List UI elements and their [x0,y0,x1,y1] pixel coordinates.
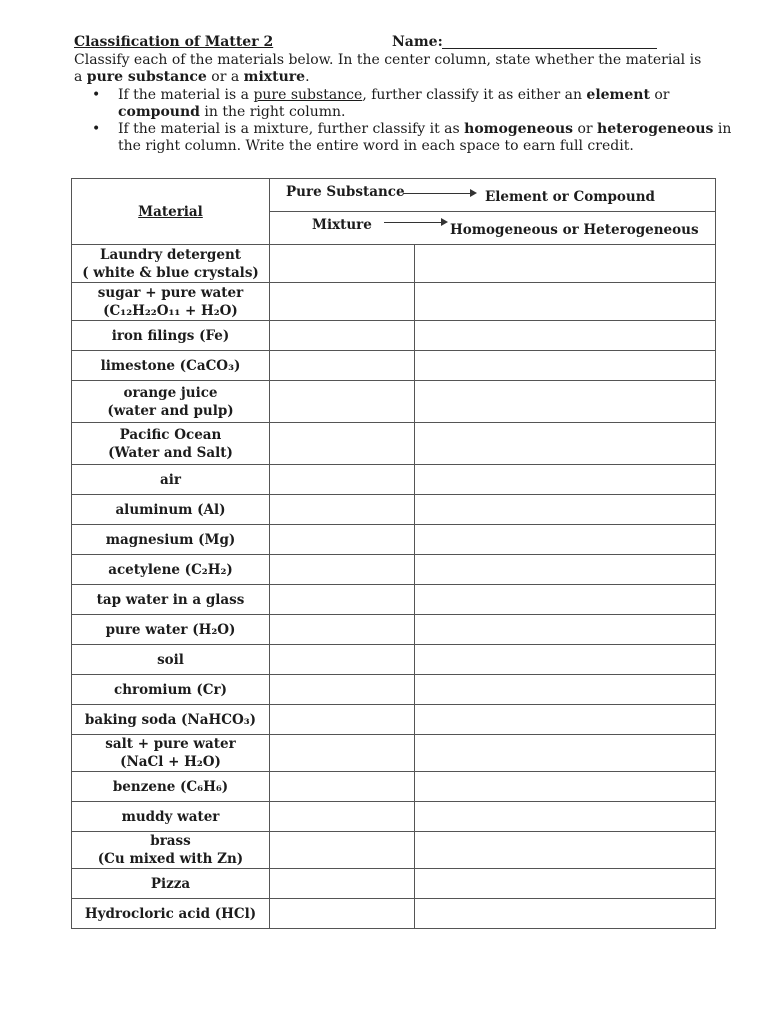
material-name [72,615,270,645]
material-line: sugar + pure water [97,284,244,301]
table-row [72,321,716,351]
classification-answer[interactable] [415,495,716,525]
material-name [72,465,270,495]
material-line: aluminum (Al) [115,501,226,518]
material-line: brass [150,833,191,849]
classification-answer[interactable] [415,525,716,555]
material-line: acetylene (C₂H₂) [108,561,233,578]
material-line: Pacific Ocean [119,426,222,443]
material-line: Pizza [150,875,191,892]
pure-or-mixture-answer[interactable] [270,381,415,423]
table-row [72,585,716,615]
table-row [72,351,716,381]
pure-or-mixture-answer[interactable] [270,495,415,525]
material-line: limestone (CaCO₃) [100,357,241,374]
classification-answer[interactable] [415,381,716,423]
material-name [72,525,270,555]
material-name [72,245,270,283]
name-label: Name: [392,34,443,50]
classification-answer[interactable] [415,585,716,615]
worksheet-title: Classification of Matter 2 [74,34,274,50]
pure-or-mixture-answer[interactable] [270,772,415,802]
material-name [72,645,270,675]
instructions-bold-pure: pure substance [86,69,207,85]
title-row [74,34,738,51]
material-name [72,832,270,869]
classification-answer[interactable] [415,555,716,585]
pure-or-mixture-answer[interactable] [270,585,415,615]
material-name [72,351,270,381]
pure-or-mixture-answer[interactable] [270,735,415,772]
arrow-right-icon [403,193,471,194]
table-row [72,525,716,555]
bullet-bold-element: element [586,87,650,103]
pure-substance-header [270,179,716,212]
table-row [72,802,716,832]
classification-answer[interactable] [415,802,716,832]
material-line: baking soda (NaHCO₃) [84,711,257,728]
instruction-bullets [74,87,738,155]
mixture-label: Mixture [312,217,372,233]
table-row [72,381,716,423]
material-header [72,179,270,245]
material-line: (water and pulp) [107,402,234,419]
classification-answer[interactable] [415,675,716,705]
bullet-text: , further classify it as either an [362,87,587,103]
classification-table [71,178,716,929]
table-row [72,832,716,869]
classification-answer[interactable] [415,772,716,802]
table-row [72,772,716,802]
material-line: (Water and Salt) [108,444,233,461]
pure-or-mixture-answer[interactable] [270,423,415,465]
pure-or-mixture-answer[interactable] [270,465,415,495]
instructions-text: . [305,69,310,85]
classification-answer[interactable] [415,832,716,869]
material-name [72,705,270,735]
material-name [72,772,270,802]
material-line: magnesium (Mg) [105,531,236,548]
classification-answer[interactable] [415,351,716,381]
pure-or-mixture-answer[interactable] [270,675,415,705]
bullet-underlined: pure substance [253,87,363,103]
material-line: pure water (H₂O) [105,621,236,638]
material-header-label: Material [138,203,203,220]
table-row [72,735,716,772]
classification-answer[interactable] [415,321,716,351]
table-row [72,555,716,585]
instructions [74,52,738,86]
element-or-compound-label: Element or Compound [485,189,655,205]
classification-answer[interactable] [415,705,716,735]
table-row [72,869,716,899]
pure-or-mixture-answer[interactable] [270,351,415,381]
classification-answer[interactable] [415,615,716,645]
pure-or-mixture-answer[interactable] [270,899,415,929]
pure-or-mixture-answer[interactable] [270,555,415,585]
table-row [72,645,716,675]
material-name [72,869,270,899]
pure-or-mixture-answer[interactable] [270,615,415,645]
material-line: tap water in a glass [96,591,245,608]
pure-or-mixture-answer[interactable] [270,283,415,321]
pure-or-mixture-answer[interactable] [270,645,415,675]
arrowhead-icon [441,218,448,226]
pure-or-mixture-answer[interactable] [270,321,415,351]
bullet-text: or [573,121,598,137]
classification-answer[interactable] [415,645,716,675]
material-name [72,675,270,705]
material-name [72,735,270,772]
material-name [72,899,270,929]
bullet-pure-substance [118,87,738,121]
table-row [72,465,716,495]
table-row [72,283,716,321]
table-row [72,705,716,735]
bullet-text: If the material is a [118,87,254,103]
table-row [72,245,716,283]
material-line: (Cu mixed with Zn) [97,851,244,867]
classification-answer[interactable] [415,283,716,321]
bullet-bold-homogeneous: homogeneous [464,121,574,137]
material-line: muddy water [121,808,220,825]
material-name [72,555,270,585]
bullet-text: in the right column. [199,104,346,120]
material-line: (NaCl + H₂O) [120,754,221,770]
material-line: salt + pure water [105,736,236,752]
arrow-right-icon [384,222,442,223]
classification-answer[interactable] [415,869,716,899]
classification-answer[interactable] [415,735,716,772]
instructions-text: or a [206,69,244,85]
material-line: ( white & blue crystals) [82,264,259,281]
table-row [72,899,716,929]
material-name [72,585,270,615]
pure-substance-label: Pure Substance [286,184,405,200]
material-name [72,423,270,465]
pure-or-mixture-answer[interactable] [270,245,415,283]
material-line: Laundry detergent [99,246,241,263]
mixture-header [270,212,716,245]
table-row [72,495,716,525]
material-line: chromium (Cr) [114,681,227,698]
table-row [72,423,716,465]
material-line: air [160,471,181,488]
material-name [72,283,270,321]
classification-answer[interactable] [415,899,716,929]
bullet-bold-heterogeneous: heterogeneous [597,121,714,137]
bullet-bold-compound: compound [118,104,200,120]
material-line: orange juice [123,384,218,401]
homo-or-hetero-label: Homogeneous or Heterogeneous [450,222,699,238]
material-name [72,802,270,832]
material-line: (C₁₂H₂₂O₁₁ + H₂O) [103,302,238,319]
classification-answer[interactable] [415,245,716,283]
material-name [72,381,270,423]
name-field[interactable] [442,48,657,49]
pure-or-mixture-answer[interactable] [270,869,415,899]
bullet-mixture [118,121,738,155]
material-name [72,495,270,525]
bullet-text: or [649,87,670,103]
bullet-text: in the right column. Write the entire word in each space to earn full credit. [118,121,732,154]
classification-answer[interactable] [415,465,716,495]
classification-answer[interactable] [415,423,716,465]
pure-or-mixture-answer[interactable] [270,525,415,555]
instructions-bold-mixture: mixture [243,69,306,85]
material-line: iron filings (Fe) [111,327,230,344]
worksheet-header [74,34,738,155]
table-row [72,675,716,705]
instructions-text: Classify each of the materials below. In the center column, state whether the material is a [74,52,702,85]
pure-or-mixture-answer[interactable] [270,705,415,735]
table-row [72,615,716,645]
arrowhead-icon [470,189,477,197]
material-rows [72,245,716,929]
bullet-text: If the material is a mixture, further classify it as [118,121,465,137]
pure-or-mixture-answer[interactable] [270,832,415,869]
material-line: soil [157,651,184,668]
material-line: Hydrocloric acid (HCl) [84,905,257,922]
pure-or-mixture-answer[interactable] [270,802,415,832]
material-line: benzene (C₆H₆) [112,778,229,795]
material-name [72,321,270,351]
